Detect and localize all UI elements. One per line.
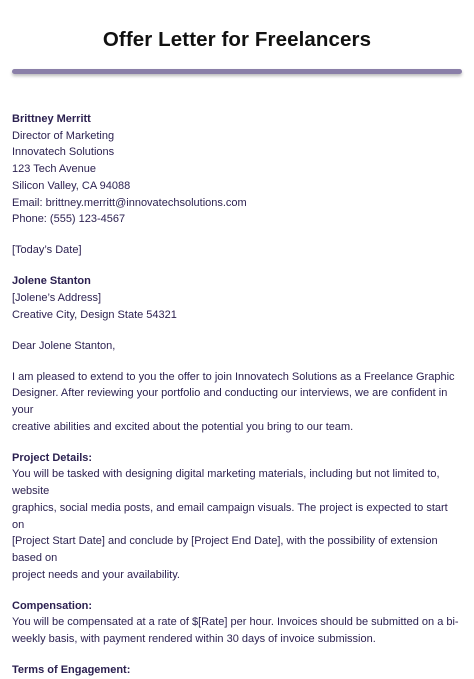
intro-paragraph (12, 369, 462, 436)
letter-date: [Today’s Date] (12, 244, 82, 257)
recipient-block (12, 273, 462, 323)
compensation-line: weekly basis, with payment rendered within 30 days of invoice submission. (12, 633, 376, 646)
intro-line: creative abilities and excited about the potential you bring to our team. (12, 420, 354, 433)
project-details-line: [Project Start Date] and conclude by [Project End Date], with the possibility of extension based on (12, 535, 438, 564)
recipient-name: Jolene Stanton (12, 275, 91, 288)
salutation: Dear Jolene Stanton, (12, 339, 116, 352)
compensation-line: You will be compensated at a rate of $[Rate] per hour. Invoices should be submitted on a bi- (12, 616, 459, 629)
sender-name: Brittney Merritt (12, 113, 91, 125)
sender-email: Email: brittney.merritt@innovatechsolutions.com (12, 196, 247, 209)
letter-body (12, 111, 462, 679)
sender-company: Innovatech Solutions (12, 146, 115, 159)
project-details-line: project needs and your availability. (12, 568, 180, 581)
terms-heading: Terms of Engagement: (12, 664, 131, 677)
recipient-city: Creative City, Design State 54321 (12, 308, 177, 321)
project-details-line: graphics, social media posts, and email campaign visuals. The project is expected to start on (12, 501, 448, 531)
intro-line: I am pleased to extend to you the offer to join Innovatech Solutions as a Freelance Graphic (12, 370, 455, 383)
sender-street: 123 Tech Avenue (12, 163, 97, 176)
compensation-section (12, 598, 462, 648)
sender-block (12, 111, 462, 228)
title-divider (12, 69, 462, 74)
project-details-section (12, 450, 462, 584)
sender-position: Director of Marketing (12, 129, 115, 142)
compensation-heading: Compensation: (12, 599, 93, 612)
sender-phone: Phone: (555) 123-4567 (12, 213, 126, 226)
document-title: Offer Letter for Freelancers (102, 28, 372, 51)
project-details-heading: Project Details: (12, 451, 93, 464)
recipient-address: [Jolene’s Address] (12, 291, 102, 304)
sender-city: Silicon Valley, CA 94088 (12, 179, 131, 192)
terms-section (12, 662, 462, 679)
project-details-line: You will be tasked with designing digital marketing materials, including but not limited to, website (12, 468, 440, 498)
intro-line: Designer. After reviewing your portfolio and conducting our interviews, we are confident in your (12, 387, 448, 417)
